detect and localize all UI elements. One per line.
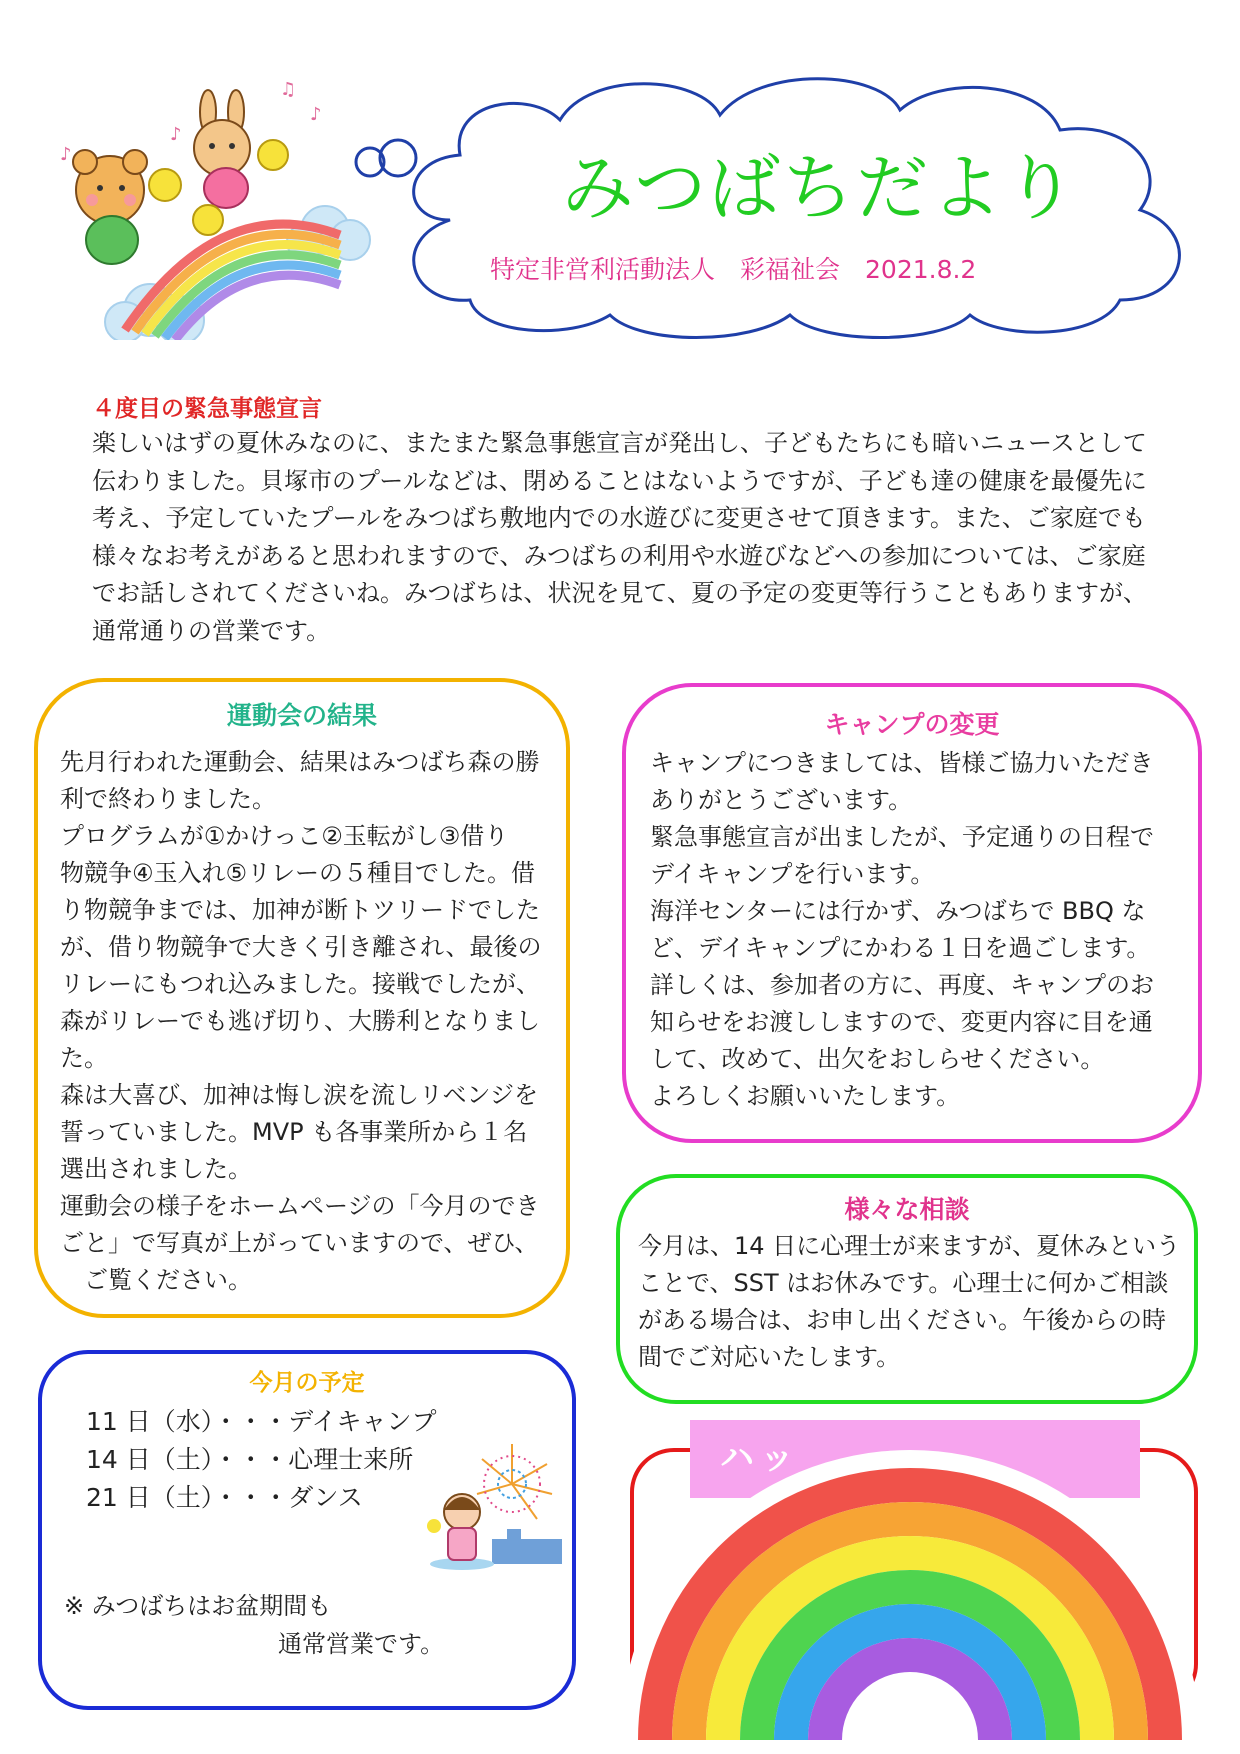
sports-line: 物競争④玉入れ⑤リレーの５種目でした。借: [60, 859, 536, 887]
intro-line: でお話しされてくださいね。みつばちは、状況を見て、夏の予定の変更等行うこともありますが、: [92, 579, 1148, 607]
consult-line: がある場合は、お申し出ください。午後からの時: [638, 1306, 1166, 1334]
consult-line: 間でご対応いたします。: [638, 1343, 901, 1371]
sports-line: り物競争までは、加神が断トツリードでした: [60, 896, 540, 924]
sports-line: た。: [60, 1044, 108, 1072]
schedule-item: 11 日（水）・・・デイキャンプ: [86, 1407, 437, 1436]
camp-line: キャンプにつきましては、皆様ご協力いただき: [650, 749, 1154, 777]
bears-rainbow-illustration: [40, 70, 380, 340]
intro-line: 楽しいはずの夏休みなのに、またまた緊急事態宣言が発出し、子どもたちにも暗いニュースとして: [92, 429, 1147, 457]
camp-line: 詳しくは、参加者の方に、再度、キャンプのお: [650, 971, 1154, 999]
consult-line: ことで、SST はお休みです。心理士に何かご相談: [638, 1269, 1169, 1297]
camp-line: ど、デイキャンプにかわる１日を過ごします。: [650, 934, 1151, 962]
schedule-title: 今月の予定: [249, 1370, 365, 1396]
happy-title-fragment: ハッ: [720, 1438, 800, 1478]
sports-line: ごと」で写真が上がっていますので、ぜひ、: [60, 1229, 539, 1257]
sports-line: 利で終わりました。: [60, 785, 276, 813]
svg-text:♪: ♪: [310, 104, 322, 125]
svg-text:♪: ♪: [170, 124, 182, 145]
intro-heading: ４度目の緊急事態宣言: [92, 396, 322, 422]
sports-results-box: [34, 678, 570, 1318]
intro-line: 伝わりました。貝塚市のプールなどは、閉めることはないようですが、子ども達の健康を最優先に: [92, 466, 1147, 495]
sports-results-body: [38, 744, 566, 1299]
camp-line: 海洋センターには行かず、みつばちで BBQ な: [650, 897, 1146, 925]
sports-line: 森は大喜び、加神は悔し涙を流しリベンジを: [60, 1081, 538, 1109]
consultation-title: 様々な相談: [844, 1195, 970, 1224]
page-title: みつばちだより: [561, 146, 1079, 230]
sports-line: リレーにもつれ込みました。接戦でしたが、: [60, 970, 540, 998]
rainbow-illustration: [610, 1420, 1210, 1750]
schedule-note: ※ みつばちはお盆期間も: [64, 1592, 332, 1620]
schedule-item: 21 日（土）・・・ダンス: [86, 1483, 363, 1512]
camp-line: デイキャンプを行います。: [650, 860, 935, 888]
sports-line: 誓っていました。MVP も各事業所から１名: [60, 1118, 528, 1146]
intro-body: [92, 425, 1182, 650]
svg-text:♫: ♫: [280, 79, 297, 100]
sports-line: 選出されました。: [60, 1155, 252, 1183]
sports-line: 先月行われた運動会、結果はみつばち森の勝: [60, 748, 540, 776]
consult-line: 今月は、14 日に心理士が来ますが、夏休みという: [638, 1232, 1181, 1260]
consultation-body: [620, 1228, 1194, 1376]
schedule-note-cont: 通常営業です。: [278, 1630, 445, 1658]
svg-text:♪: ♪: [60, 144, 72, 165]
intro-line: 様々なお考えがあると思われますので、みつばちの利用や水遊びなどへの参加については、ご家庭: [92, 541, 1146, 570]
fireworks-girl-illustration: [422, 1434, 562, 1574]
sports-line: が、借り物競争で大きく引き離され、最後の: [60, 933, 542, 961]
camp-line: ありがとうございます。: [650, 786, 913, 814]
schedule-box: [38, 1350, 576, 1710]
camp-change-title: キャンプの変更: [824, 710, 1000, 739]
sports-line: 森がリレーでも逃げ切り、大勝利となりまし: [60, 1007, 540, 1035]
sports-line: プログラムが①かけっこ②玉転がし③借り: [60, 822, 509, 850]
sports-line: 運動会の様子をホームページの「今月のでき: [60, 1192, 540, 1220]
camp-line: 緊急事態宣言が出ましたが、予定通りの日程で: [650, 823, 1154, 851]
intro-line: 考え、予定していたプールをみつばち敷地内での水遊びに変更させて頂きます。また、ご家庭でも: [92, 504, 1146, 532]
camp-line: よろしくお願いいたします。: [650, 1082, 961, 1110]
sports-line: ご覧ください。: [60, 1266, 252, 1294]
schedule-item: 14 日（土）・・・心理士来所: [86, 1445, 414, 1474]
intro-line: 通常通りの営業です。: [92, 616, 331, 645]
camp-change-box: [622, 683, 1202, 1143]
camp-line: して、改めて、出欠をおしらせください。: [650, 1045, 1105, 1073]
camp-line: 知らせをお渡ししますので、変更内容に目を通: [650, 1008, 1153, 1036]
camp-change-body: [626, 745, 1198, 1115]
sports-results-title: 運動会の結果: [226, 701, 377, 730]
page-subtitle: 特定非営利活動法人 彩福祉会 2021.8.2: [490, 255, 977, 284]
consultation-box: [616, 1174, 1198, 1404]
